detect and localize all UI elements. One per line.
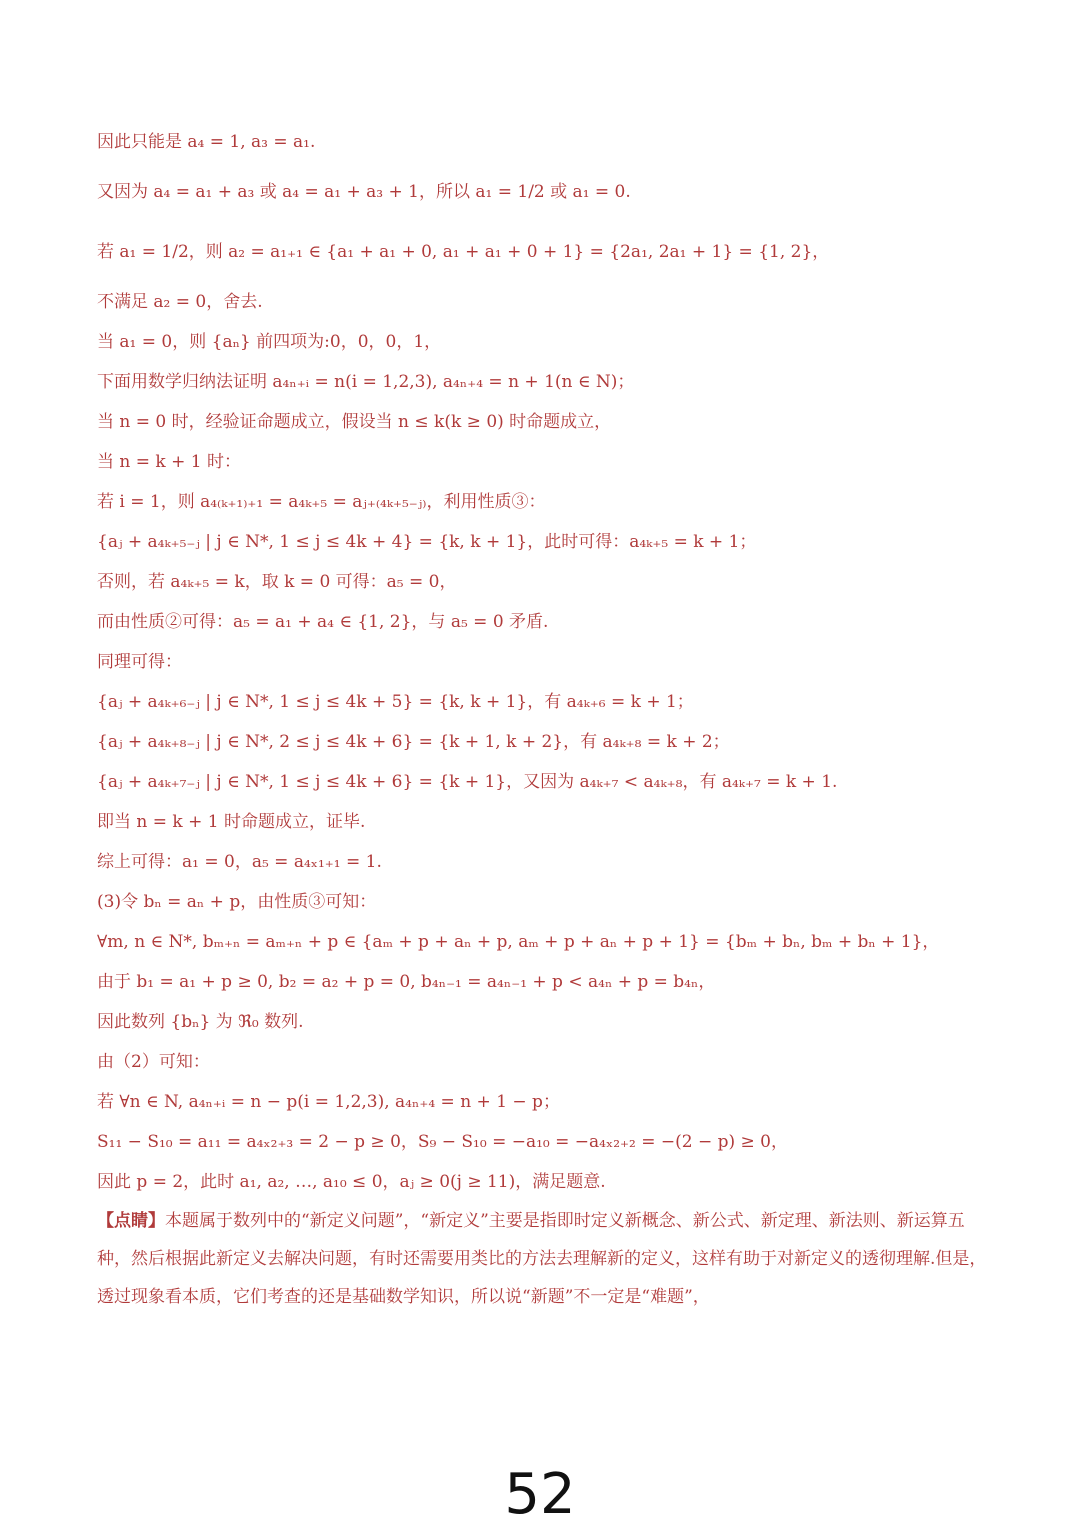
solution-line: 当 n = k + 1 时： — [97, 452, 241, 472]
solution-line: 即当 n = k + 1 时命题成立，证毕. — [97, 812, 366, 832]
solution-line: S₁₁ − S₁₀ = a₁₁ = a₄ₓ₂₊₃ = 2 − p ≥ 0，S₉ − S₁₀ = −a₁₀ = −a₄ₓ₂₊₂ = −(2 − p) ≥ 0， — [97, 1132, 788, 1152]
solution-line: 而由性质②可得：a₅ = a₁ + a₄ ∈ {1, 2}，与 a₅ = 0 矛盾. — [97, 612, 549, 632]
solution-line: {aⱼ + a₄ₖ₊₈₋ⱼ | j ∈ N*, 2 ≤ j ≤ 4k + 6} = {k + 1, k + 2}，有 a₄ₖ₊₈ = k + 2； — [97, 732, 730, 752]
solution-line: 综上可得：a₁ = 0，a₅ = a₄ₓ₁₊₁ = 1. — [97, 852, 382, 872]
solution-line: 由（2）可知： — [97, 1052, 210, 1072]
solution-line: 因此 p = 2，此时 a₁, a₂, …, a₁₀ ≤ 0，aⱼ ≥ 0(j ≥ 11)，满足题意. — [97, 1172, 606, 1192]
solution-line: {aⱼ + a₄ₖ₊₅₋ⱼ | j ∈ N*, 1 ≤ j ≤ 4k + 4} = {k, k + 1}，此时可得：a₄ₖ₊₅ = k + 1； — [97, 532, 757, 552]
commentary-tag: 【点睛】 — [97, 1211, 165, 1231]
solution-body — [97, 122, 997, 1316]
solution-line: 若 a₁ = 1/2，则 a₂ = a₁₊₁ ∈ {a₁ + a₁ + 0, a₁ + a₁ + 0 + 1} = {2a₁, 2a₁ + 1} = {1, 2}， — [97, 242, 830, 262]
solution-line: 若 i = 1，则 a₄₍ₖ₊₁₎₊₁ = a₄ₖ₊₅ = aⱼ₊₍₄ₖ₊₅₋ⱼ₎，利用性质③： — [97, 492, 546, 512]
solution-line: 当 a₁ = 0，则 {aₙ} 前四项为:0，0，0，1， — [97, 332, 442, 352]
commentary-note — [97, 1202, 997, 1316]
solution-line: 因此只能是 a₄ = 1, a₃ = a₁. — [97, 132, 316, 152]
solution-line: 由于 b₁ = a₁ + p ≥ 0, b₂ = a₂ + p = 0, b₄ₙ₋₁ = a₄ₙ₋₁ + p < a₄ₙ + p = b₄ₙ， — [97, 972, 716, 992]
solution-line: 当 n = 0 时，经验证命题成立，假设当 n ≤ k(k ≥ 0) 时命题成立， — [97, 412, 612, 432]
solution-line: 下面用数学归纳法证明 a₄ₙ₊ᵢ = n(i = 1,2,3), a₄ₙ₊₄ = n + 1(n ∈ N)； — [97, 372, 635, 392]
solution-line: {aⱼ + a₄ₖ₊₇₋ⱼ | j ∈ N*, 1 ≤ j ≤ 4k + 6} = {k + 1}，又因为 a₄ₖ₊₇ < a₄ₖ₊₈，有 a₄ₖ₊₇ = k + 1. — [97, 772, 838, 792]
solution-line: {aⱼ + a₄ₖ₊₆₋ⱼ | j ∈ N*, 1 ≤ j ≤ 4k + 5} = {k, k + 1}，有 a₄ₖ₊₆ = k + 1； — [97, 692, 694, 712]
solution-line: 因此数列 {bₙ} 为 ℜ₀ 数列. — [97, 1012, 304, 1032]
solution-line: 若 ∀n ∈ N, a₄ₙ₊ᵢ = n − p(i = 1,2,3), a₄ₙ₊₄ = n + 1 − p； — [97, 1092, 560, 1112]
page-number: 52 — [504, 1462, 576, 1527]
solution-line: 不满足 a₂ = 0，舍去. — [97, 292, 263, 312]
solution-line: 否则，若 a₄ₖ₊₅ = k，取 k = 0 可得：a₅ = 0， — [97, 572, 457, 592]
commentary-text: 本题属于数列中的“新定义问题”，“新定义”主要是指即时定义新概念、新公式、新定理、新法则、新运算五种，然后根据此新定义去解决问题，有时还需要用类比的方法去理解新的定义，这样有助于对新定义的透彻理解.但是，透过现象看本质，它们考查的还是基础数学知识，所以说“新题”不一定是“难题”， — [97, 1211, 987, 1307]
solution-line: ∀m, n ∈ N*, bₘ₊ₙ = aₘ₊ₙ + p ∈ {aₘ + p + aₙ + p, aₘ + p + aₙ + p + 1} = {bₘ + bₙ, bₘ + bₙ + 1}， — [97, 932, 940, 952]
solution-line: 同理可得： — [97, 652, 182, 672]
solution-line: 又因为 a₄ = a₁ + a₃ 或 a₄ = a₁ + a₃ + 1，所以 a₁ = 1/2 或 a₁ = 0. — [97, 182, 631, 202]
solution-line: (3)令 bₙ = aₙ + p，由性质③可知： — [97, 892, 377, 912]
